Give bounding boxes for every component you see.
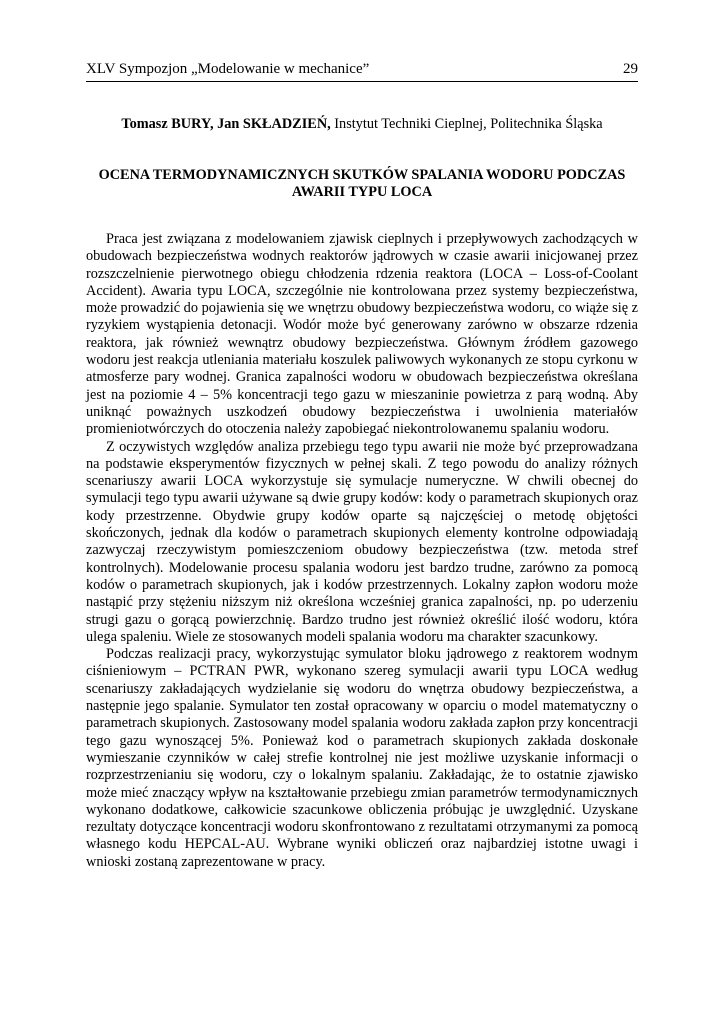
paragraph: Podczas realizacji pracy, wykorzystując symulator bloku jądrowego z reaktorem wodnym ciśnieniowym – PCTRAN PWR, wykonano szereg symulacji awarii typu LOCA według scenariuszy zakładających wydzielanie się wodoru do wnętrza obudowy bezpieczeństwa, a następnie jego spalanie. Symulator ten został opracowany w oparciu o model matematyczny o parametrach skupionych. Zastosowany model spalania wodoru zakłada zapłon przy koncentracji tego gazu wynoszącej 5%. Ponieważ kod o parametrach skupionych zakłada doskonałe wymieszanie czynników w całej strefie kontrolnej nie jest możliwe uzyskanie informacji o rozprzestrzenianiu się wodoru, czy o lokalnym spalaniu. Zakładając, że to ostatnie zjawisko może mieć znaczący wpływ na kształtowanie przebiegu zmian parametrów termodynamicznych wykonano dodatkowe, całkowicie szacunkowe obliczenia próbując je uwzględnić. Uzyskane rezultaty dotyczące koncentracji wodoru skonfrontowano z rezultatami otrzymanymi za pomocą własnego kodu HEPCAL-AU. Wybrane wyniki obliczeń oraz najbardziej istotne uwagi i wnioski zostaną zaprezentowane w pracy.: [86, 646, 638, 870]
author-affiliation: Instytut Techniki Cieplnej, Politechnika Śląska: [330, 116, 603, 132]
author-line: [86, 115, 638, 133]
page-number: 29: [623, 61, 638, 77]
journal-title: XLV Sympozjon „Modelowanie w mechanice”: [86, 61, 370, 77]
document-page: [86, 60, 638, 871]
paragraph: Z oczywistych względów analiza przebiegu tego typu awarii nie może być przeprowadzana na podstawie eksperymentów fizycznych w pełnej skali. Z tego powodu do analizy różnych scenariuszy awarii LOCA wykorzystuje się symulacje numeryczne. W chwili obecnej do symulacji tego typu awarii używane są dwie grupy kodów: kody o parametrach skupionych oraz kody przestrzenne. Obydwie grupy kodów oparte są najczęściej o metodę objętości skończonych, jednak dla kodów o parametrach skupionych elementy kontrolne odpowiadają zazwyczaj rzeczywistym pomieszczeniom obudowy bezpieczeństwa (tzw. metoda stref kontrolnych). Modelowanie procesu spalania wodoru jest bardzo trudne, zarówno za pomocą kodów o parametrach skupionych, jak i kodów przestrzennych. Lokalny zapłon wodoru może nastąpić przy stężeniu niższym niż określona wcześniej granica zapalności, np. po uderzeniu strugi gazu o gorącą powierzchnię. Bardzo trudno jest również określić ilość wodoru, która ulega spaleniu. Wiele ze stosowanych modeli spalania wodoru ma charakter szacunkowy.: [86, 438, 638, 645]
paragraph: Praca jest związana z modelowaniem zjawisk cieplnych i przepływowych zachodzących w obudowach bezpieczeństwa wodnych reaktorów jądrowych w czasie awarii inicjowanej przez rozszczelnienie pierwotnego obiegu chłodzenia rdzenia reaktora (LOCA – Loss-of-Coolant Accident). Awaria typu LOCA, szczególnie nie kontrolowana przez systemy bezpieczeństwa, może prowadzić do pojawienia się we wnętrzu obudowy bezpieczeństwa wodoru, co wiąże się z ryzykiem wystąpienia detonacji. Wodór może być generowany zarówno w obszarze rdzenia reaktora, jak również wewnątrz obudowy bezpieczeństwa. Głównym źródłem gazowego wodoru jest reakcja utleniania materiału koszulek paliwowych wykonanych ze stopu cyrkonu w atmosferze pary wodnej. Granica zapalności wodoru w obudowach bezpieczeństwa określana jest na poziomie 4 – 5% koncentracji tego gazu w mieszaninie powietrza z parą wodną. Aby uniknąć poważnych uszkodzeń obudowy bezpieczeństwa i uwolnienia materiałów promieniotwórczych do otoczenia należy zapobiegać niekontrolowanemu spalaniu wodoru.: [86, 231, 638, 438]
abstract-body: [86, 231, 638, 871]
author-names: Tomasz BURY, Jan SKŁADZIEŃ,: [121, 116, 331, 132]
paper-title: OCENA TERMODYNAMICZNYCH SKUTKÓW SPALANIA WODORU PODCZAS AWARII TYPU LOCA: [98, 167, 626, 200]
running-header: [86, 60, 638, 82]
